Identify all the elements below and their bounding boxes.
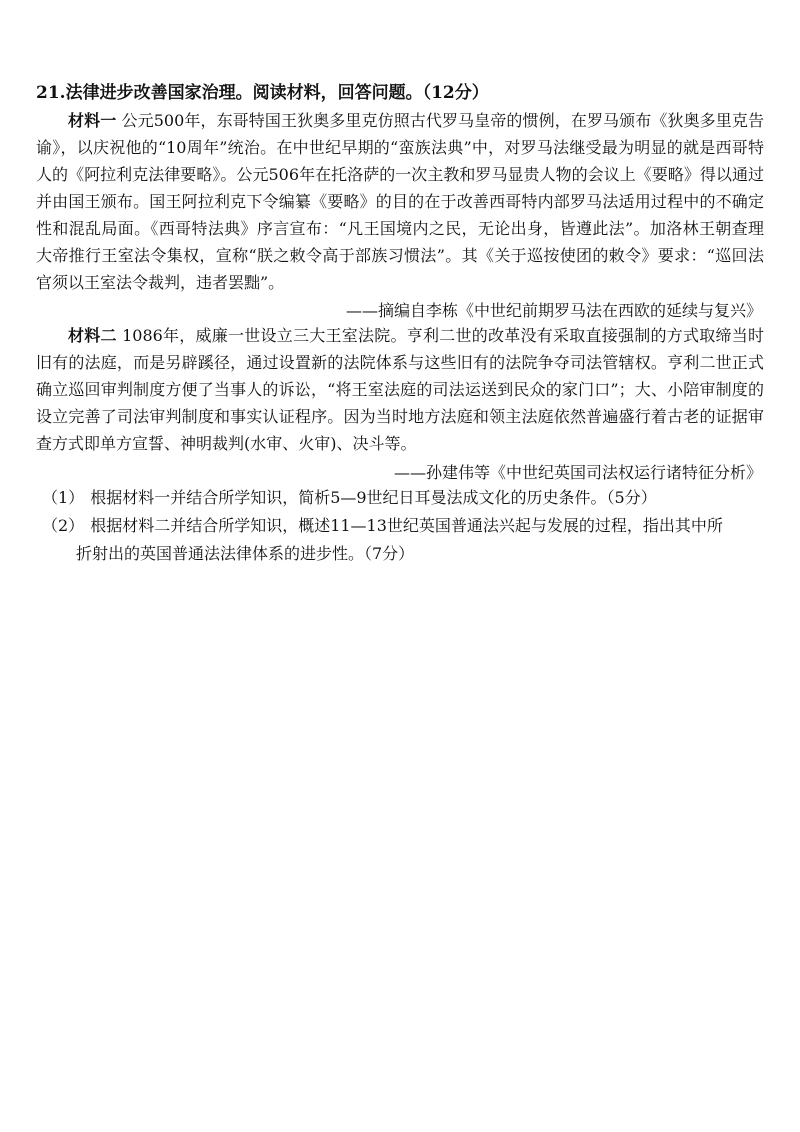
material-one-source: ——摘编自李栋《中世纪前期罗马法在西欧的延续与复兴》 [345,301,762,320]
sub-question-1-text: 根据材料一并结合所学知识，简析5—9世纪日耳曼法成文化的历史条件。（5分） [90,488,657,507]
material-two [36,322,764,457]
material-one-label: 材料一 [68,111,117,130]
material-two-label: 材料二 [68,326,117,345]
sub-question-1 [42,484,762,512]
material-one-text: 公元500年，东哥特国王狄奥多里克仿照古代罗马皇帝的惯例，在罗马颁布《狄奥多里克告谕》，以庆祝他的“10周年”统治。在中世纪早期的“蛮族法典”中，对罗马法继受最为明显的就是西哥特人的《阿拉利克法律要略》。公元506年在托洛萨的一次主教和罗马显贵人物的会议上《要略》得以通过并由国王颁布。国王阿拉利克下令编纂《要略》的目的在于改善西哥特内部罗马法适用过程中的不确定性和混乱局面。《西哥特法典》序言宣布：“凡王国境内之民，无论出身，皆遵此法”。加洛林王朝查理大帝推行王室法令集权，宣称“朕之敕令高于部族习惯法”。其《关于巡按使团的敕令》要求：“巡回法官须以王室法令裁判，违者罢黜”。 [36,111,764,292]
sub-question-2-text-line2: 折射出的英国普通法法律体系的进步性。（7分） [76,544,415,563]
sub-question-1-number: （1） [42,488,85,507]
sub-question-2-number: （2） [42,516,85,535]
material-two-text: 1086年，威廉一世设立三大王室法院。亨利二世的改革没有采取直接强制的方式取缔当时旧有的法庭，而是另辟蹊径，通过设置新的法院体系与这些旧有的法院争夺司法管辖权。亨利二世正式确立巡回审判制度方便了当事人的诉讼，“将王室法庭的司法运送到民众的家门口”；大、小陪审制度的设立完善了司法审判制度和事实认证程序。因为当时地方法庭和领主法庭依然普遍盛行着古老的证据审查方式即单方宣誓、神明裁判(水审、火审)、决斗等。 [36,326,764,453]
material-two-source: ——孙建伟等《中世纪英国司法权运行诸特征分析》 [393,463,762,482]
sub-question-2 [42,512,762,568]
material-one [36,107,764,296]
question-title: 21.法律进步改善国家治理。阅读材料，回答问题。（12分） [36,83,489,103]
sub-question-2-text-line1: 根据材料二并结合所学知识，概述11—13世纪英国普通法兴起与发展的过程，指出其中所 [90,516,723,535]
